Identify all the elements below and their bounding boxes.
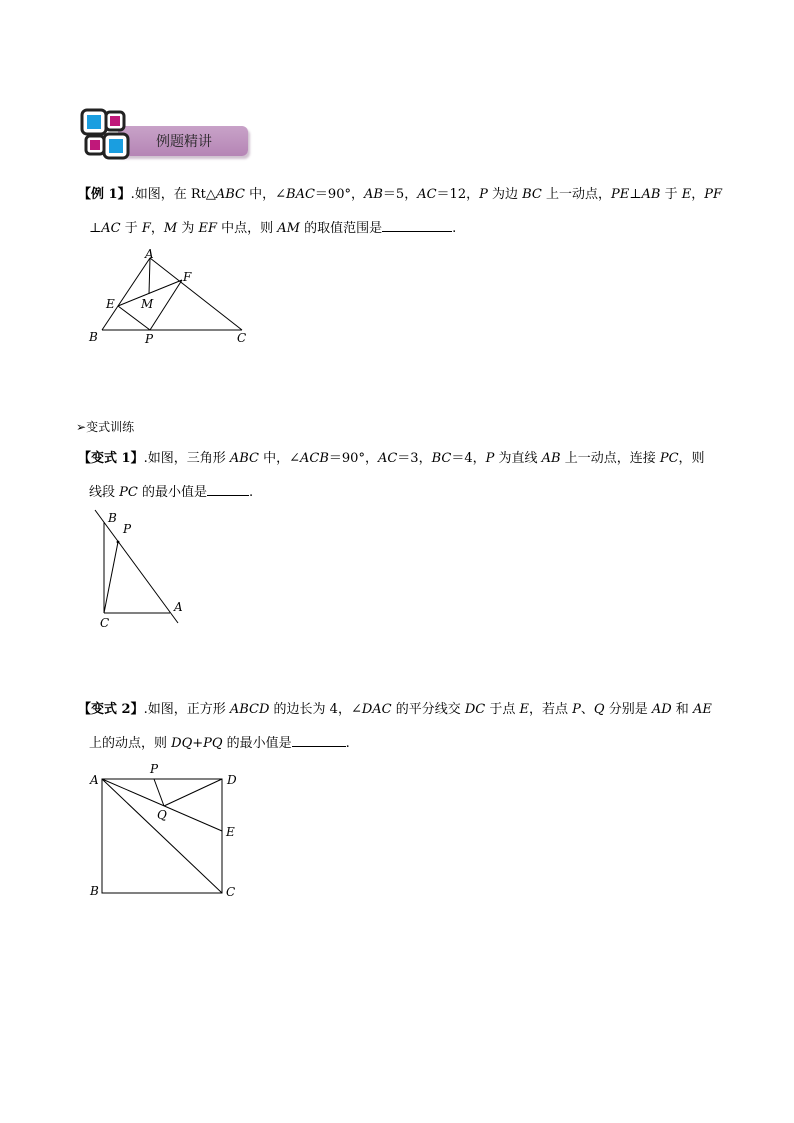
example1-figure [86, 244, 266, 350]
label-D: D [227, 773, 237, 787]
label-P: P [145, 332, 154, 346]
example1-line2: ⊥AC 于 F，M 为 EF 中点，则 AM 的取值范围是 . [89, 218, 456, 238]
label-B: B [89, 330, 98, 344]
example1-line1: 【例 1】.如图，在 Rt△ABC 中，∠BAC＝90°，AB＝5，AC＝12，P 为边 BC 上一动点，PE⊥AB 于 E，PF [78, 187, 722, 202]
label-P: P [150, 762, 159, 776]
variant1-line1: 【变式 1】.如图，三角形 ABC 中，∠ACB＝90°，AC＝3，BC＝4，P 为直线 AB 上一动点，连接 PC，则 [78, 451, 705, 466]
variant-heading: ➢变式训练 [76, 420, 135, 434]
squares-logo-icon [80, 106, 132, 162]
answer-blank [207, 482, 249, 496]
label-E: E [106, 297, 115, 311]
label-E: E [226, 825, 235, 839]
label-P: P [123, 522, 132, 536]
label-Q: Q [157, 808, 167, 822]
variant2-line1: 【变式 2】.如图，正方形 ABCD 的边长为 4，∠DAC 的平分线交 DC 于点 E，若点 P、Q 分别是 AD 和 AE [78, 702, 712, 717]
variant2-figure [86, 760, 246, 900]
arrow-icon: ➢ [76, 420, 87, 434]
label-B: B [90, 884, 99, 898]
variant1-line2: 线段 PC 的最小值是 . [89, 482, 253, 502]
label-C: C [237, 331, 247, 345]
example1-label: 【例 1】 [78, 187, 131, 202]
label-M: M [141, 297, 154, 311]
answer-blank [382, 218, 452, 232]
label-A: A [90, 773, 99, 787]
label-C: C [100, 616, 110, 630]
label-A: A [174, 600, 183, 614]
variant1-figure [90, 506, 200, 632]
label-B: B [108, 511, 117, 525]
variant2-label: 【变式 2】 [78, 702, 144, 717]
section-banner [80, 106, 250, 164]
variant1-label: 【变式 1】 [78, 451, 144, 466]
label-A: A [145, 247, 154, 261]
label-F: F [183, 270, 192, 284]
banner-title: 例题精讲 [156, 134, 212, 150]
variant2-line2: 上的动点，则 DQ+PQ 的最小值是 . [89, 733, 350, 753]
answer-blank [292, 733, 346, 747]
label-C: C [226, 885, 236, 899]
